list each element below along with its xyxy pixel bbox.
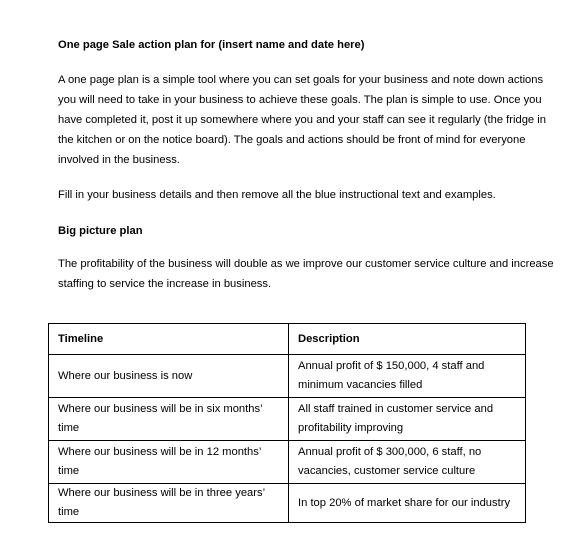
intro-paragraph [58,70,546,170]
timeline-cell: Where our business will be in six months’ time [49,398,289,441]
section-line: staffing to service the increase in business. [58,278,272,290]
table-row [49,484,526,523]
intro-line: have completed it, post it up somewhere where you and your staff can see it regularly (the fridge in [58,114,546,126]
intro-line: the kitchen or on the notice board). The goals and actions should be front of mind for everyone [58,134,526,146]
description-line: Annual profit of $ 300,000, 6 staff, no [298,446,482,458]
header-timeline: Timeline [49,324,289,355]
description-line: vacancies, customer service culture [298,465,476,477]
intro-line: you will need to take in your business to achieve these goals. The plan is simple to use. Once you [58,94,542,106]
table-row [49,355,526,398]
plan-table [48,323,526,523]
description-cell [289,484,526,523]
description-cell [289,355,526,398]
table-row [49,441,526,484]
document-body [58,36,554,294]
section-paragraph [58,254,554,294]
timeline-cell: Where our business is now [49,355,289,398]
table-header-row [49,324,526,355]
description-cell [289,398,526,441]
table-row [49,398,526,441]
description-line: All staff trained in customer service and [298,403,494,415]
intro-line: A one page plan is a simple tool where you can set goals for your business and note down actions [58,74,544,86]
document-title: One page Sale action plan for (insert name and date here) [58,39,365,51]
instruction-line: Fill in your business details and then remove all the blue instructional text and examples. [58,189,496,201]
section-line: The profitability of the business will double as we improve our customer service culture and increase [58,258,554,270]
header-description: Description [289,324,526,355]
description-line: Annual profit of $ 150,000, 4 staff and [298,360,485,372]
timeline-cell: Where our business will be in 12 months’ time [49,441,289,484]
description-cell [289,441,526,484]
description-line: profitability improving [298,422,404,434]
section-heading: Big picture plan [58,225,143,237]
description-line: In top 20% of market share for our industry [298,496,511,509]
description-line: minimum vacancies filled [298,379,423,391]
timeline-cell: Where our business will be in three years’ time [49,484,289,523]
instruction-paragraph [58,185,538,205]
intro-line: involved in the business. [58,154,180,166]
